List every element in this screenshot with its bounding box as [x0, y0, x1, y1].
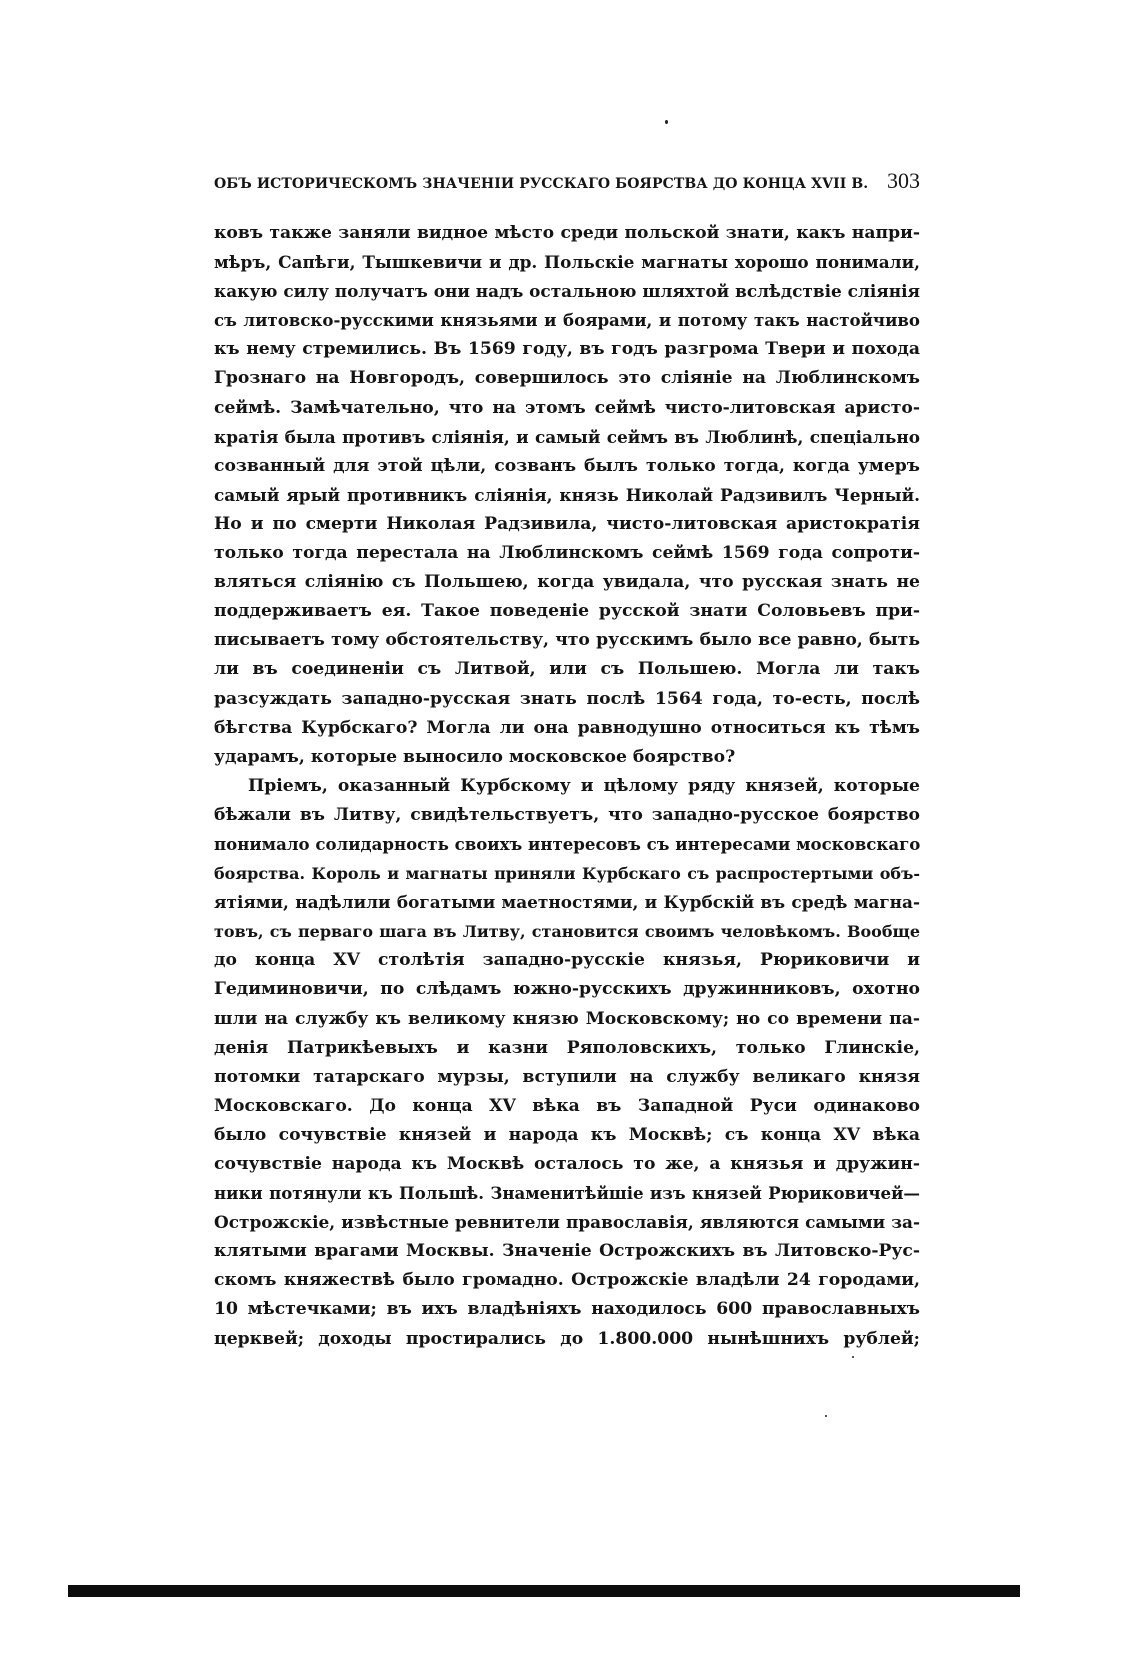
text-line: 10 мѣстечками; въ ихъ владѣнiяхъ находилось 600 православныхъ	[214, 1299, 920, 1320]
text-line: созванный для этой цѣли, созванъ былъ только тогда, когда умеръ	[214, 455, 920, 476]
running-title: ОБЪ ИСТОРИЧЕСКОМЪ ЗНАЧЕНIИ РУССКАГО БОЯРСТВА ДО КОНЦА XVII В.	[214, 176, 869, 192]
text-line: Острожскiе, извѣстные ревнители православiя, являются самыми за-	[214, 1212, 920, 1233]
text-line: Грознаго на Новгородъ, совершилось это слiянiе на Люблинскомъ	[214, 368, 920, 389]
text-line: съ литовско-русскими князьями и боярами, и потому такъ настойчиво	[214, 310, 920, 331]
text-line: ударамъ, которые выносило московское боярство?	[214, 746, 736, 767]
text-line: какую силу получатъ они надъ остальною шляхтой вслѣдствiе слiянiя	[214, 281, 920, 302]
text-line: товъ, съ перваго шага въ Литву, становится своимъ человѣкомъ. Вообще	[214, 922, 920, 942]
text-line: поддерживаетъ ея. Такое поведенiе русской знати Соловьевъ при-	[214, 601, 920, 622]
text-line: только тогда перестала на Люблинскомъ сеймѣ 1569 года сопроти-	[214, 543, 920, 564]
text-line: шли на службу къ великому князю Московскому; но со времени па-	[214, 1008, 920, 1029]
text-line: мѣръ, Сапѣги, Тышкевичи и др. Польскiе магнаты хорошо понимали,	[214, 252, 920, 273]
text-line: боярства. Король и магнаты приняли Курбскаго съ распростертыми объ-	[214, 864, 920, 884]
text-line: вляться слiянiю съ Польшею, когда увидала, что русская знать не	[214, 572, 920, 593]
page-header	[214, 168, 920, 194]
text-line: разсуждать западно-русская знать послѣ 1564 года, то-есть, послѣ	[214, 688, 920, 709]
text-line: до конца XV столѣтiя западно-русскiе князья, Рюриковичи и	[214, 950, 920, 971]
text-line: къ нему стремились. Въ 1569 году, въ годъ разгрома Твери и похода	[214, 339, 920, 360]
ink-speck	[825, 1415, 827, 1417]
text-line: ятiями, надѣлили богатыми маетностями, и Курбскiй въ средѣ магна-	[214, 892, 920, 913]
text-line: Но и по смерти Николая Радзивила, чисто-литовская аристократiя	[214, 513, 920, 534]
ink-speck	[852, 1356, 854, 1358]
text-line: сочувствiе народа къ Москвѣ осталось то же, а князья и дружин-	[214, 1154, 920, 1174]
text-line: было сочувствiе князей и народа къ Москвѣ; съ конца XV вѣка	[214, 1124, 920, 1145]
text-line: бѣжали въ Литву, свидѣтельствуетъ, что западно-русское боярство	[214, 804, 920, 825]
text-line: клятыми врагами Москвы. Значенiе Острожскихъ въ Литовско-Рус-	[214, 1241, 920, 1262]
text-line: понимало солидарность своихъ интересовъ съ интересами московскаго	[214, 833, 920, 854]
ink-speck	[665, 120, 668, 124]
text-line: скомъ княжествѣ было громадно. Острожскiе владѣли 24 городами,	[214, 1270, 920, 1291]
scan-bottom-edge	[68, 1585, 1020, 1597]
body-text	[214, 219, 920, 1354]
text-line: Московскаго. До конца XV вѣка въ Западной Руси одинаково	[214, 1095, 920, 1116]
text-line: самый ярый противникъ слiянiя, князь Николай Радзивилъ Черный.	[214, 484, 920, 505]
text-line: кратiя была противъ слiянiя, и самый сеймъ въ Люблинѣ, спецiально	[214, 426, 920, 447]
page-number: 303	[887, 168, 920, 193]
text-line: ники потянули къ Польшѣ. Знаменитѣйшiе изъ князей Рюриковичей—	[214, 1183, 920, 1204]
text-line: церквей; доходы простирались до 1.800.000 нынѣшнихъ рублей;	[214, 1328, 920, 1349]
text-line: ли въ соединенiи съ Литвой, или съ Польшею. Могла ли такъ	[214, 659, 920, 680]
text-line: ковъ также заняли видное мѣсто среди польской знати, какъ напри-	[214, 223, 920, 243]
text-line: сеймѣ. Замѣчательно, что на этомъ сеймѣ чисто-литовская аристо-	[214, 397, 920, 418]
text-line: Гедиминовичи, по слѣдамъ южно-русскихъ дружинниковъ, охотно	[214, 979, 920, 1000]
text-line: писываетъ тому обстоятельству, что русскимъ было все равно, быть	[214, 630, 920, 651]
text-line: Прiемъ, оказанный Курбскому и цѣлому ряду князей, которые	[248, 775, 920, 796]
text-line: бѣгства Курбскаго? Могла ли она равнодушно относиться къ тѣмъ	[214, 717, 920, 738]
text-line: денiя Патрикѣевыхъ и казни Ряполовскихъ, только Глинскiе,	[214, 1037, 920, 1058]
text-line: потомки татарскаго мурзы, вступили на службу великаго князя	[214, 1066, 920, 1087]
